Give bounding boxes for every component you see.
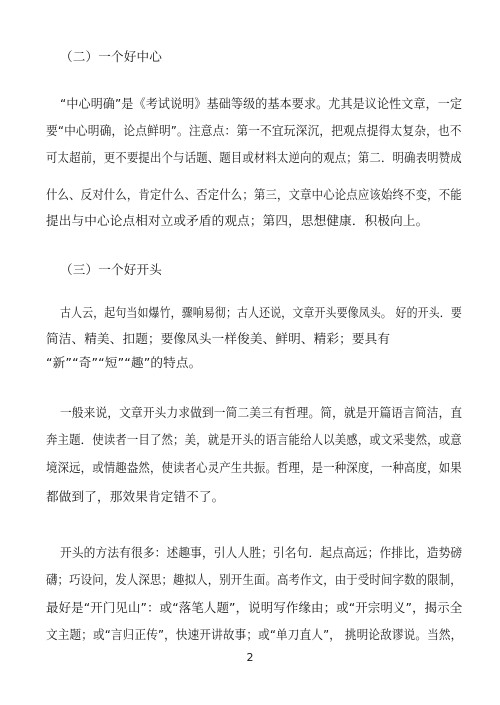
paragraph-line: 都做到了，那效果肯定错不了。 xyxy=(46,489,225,504)
paragraph-line: 一般来说，文章开头力求做到一简二美三有哲理。简，就是开篇语言简洁，直 xyxy=(60,405,463,420)
page-number: 2 xyxy=(246,651,254,664)
paragraph-line: 礴；巧设问，发人深思；趣拟人，别开生面。高考作文，由于受时间字数的限制， xyxy=(46,572,462,587)
paragraph-line: 奔主题．使读者一目了然；美，就是开头的语言能给人以美感，或文采斐然，或意 xyxy=(46,432,462,447)
paragraph-line: “新”“奇”“短”“趣”的特点。 xyxy=(46,355,202,370)
section-heading-central-idea: （二）一个好中心 xyxy=(60,49,162,64)
paragraph-line: 简洁、精美、扣题；要像凤头一样俊美、鲜明、精彩；要具有 xyxy=(46,331,391,346)
paragraph-line: 可太超前，更不要提出个与话题、题目或材料太逆向的观点；第二．明确表明赞成 xyxy=(46,150,462,165)
paragraph-line: “中心明确”是《考试说明》基础等级的基本要求。尤其是议论性文章，一定 xyxy=(60,96,463,111)
paragraph-line: 提出与中心论点相对立或矛盾的观点；第四，思想健康．积极向上。 xyxy=(46,213,429,228)
paragraph-line: 什么、反对什么，肯定什么、否定什么；第三，文章中心论点应该始终不变，不能 xyxy=(46,187,462,202)
paragraph-line: 开头的方法有很多：述趣事，引人人胜；引名句．起点高远；作排比，造势磅 xyxy=(60,545,463,560)
paragraph-line: 境深远，或情趣盎然，使读者心灵产生共振。哲理，是一种深度，一种高度，如果 xyxy=(46,460,462,475)
paragraph-line: 要“中心明确，论点鲜明”。注意点：第一不宜玩深沉，把观点提得太复杂，也不 xyxy=(46,123,462,138)
paragraph-line: 古人云，起句当如爆竹，骤响易彻；古人还说，文章开头要像凤头。 好的开头．要 xyxy=(60,305,462,320)
paragraph-line: 最好是“开门见山”：或“落笔人题”，说明写作缘由；或“开宗明义”，揭示全 xyxy=(46,600,463,615)
section-heading-opening: （三）一个好开头 xyxy=(60,262,162,277)
paragraph-line: 文主题；或“言归正传”，快速开讲故事；或“单刀直人”， 挑明论敌谬说。当然， xyxy=(46,627,463,642)
